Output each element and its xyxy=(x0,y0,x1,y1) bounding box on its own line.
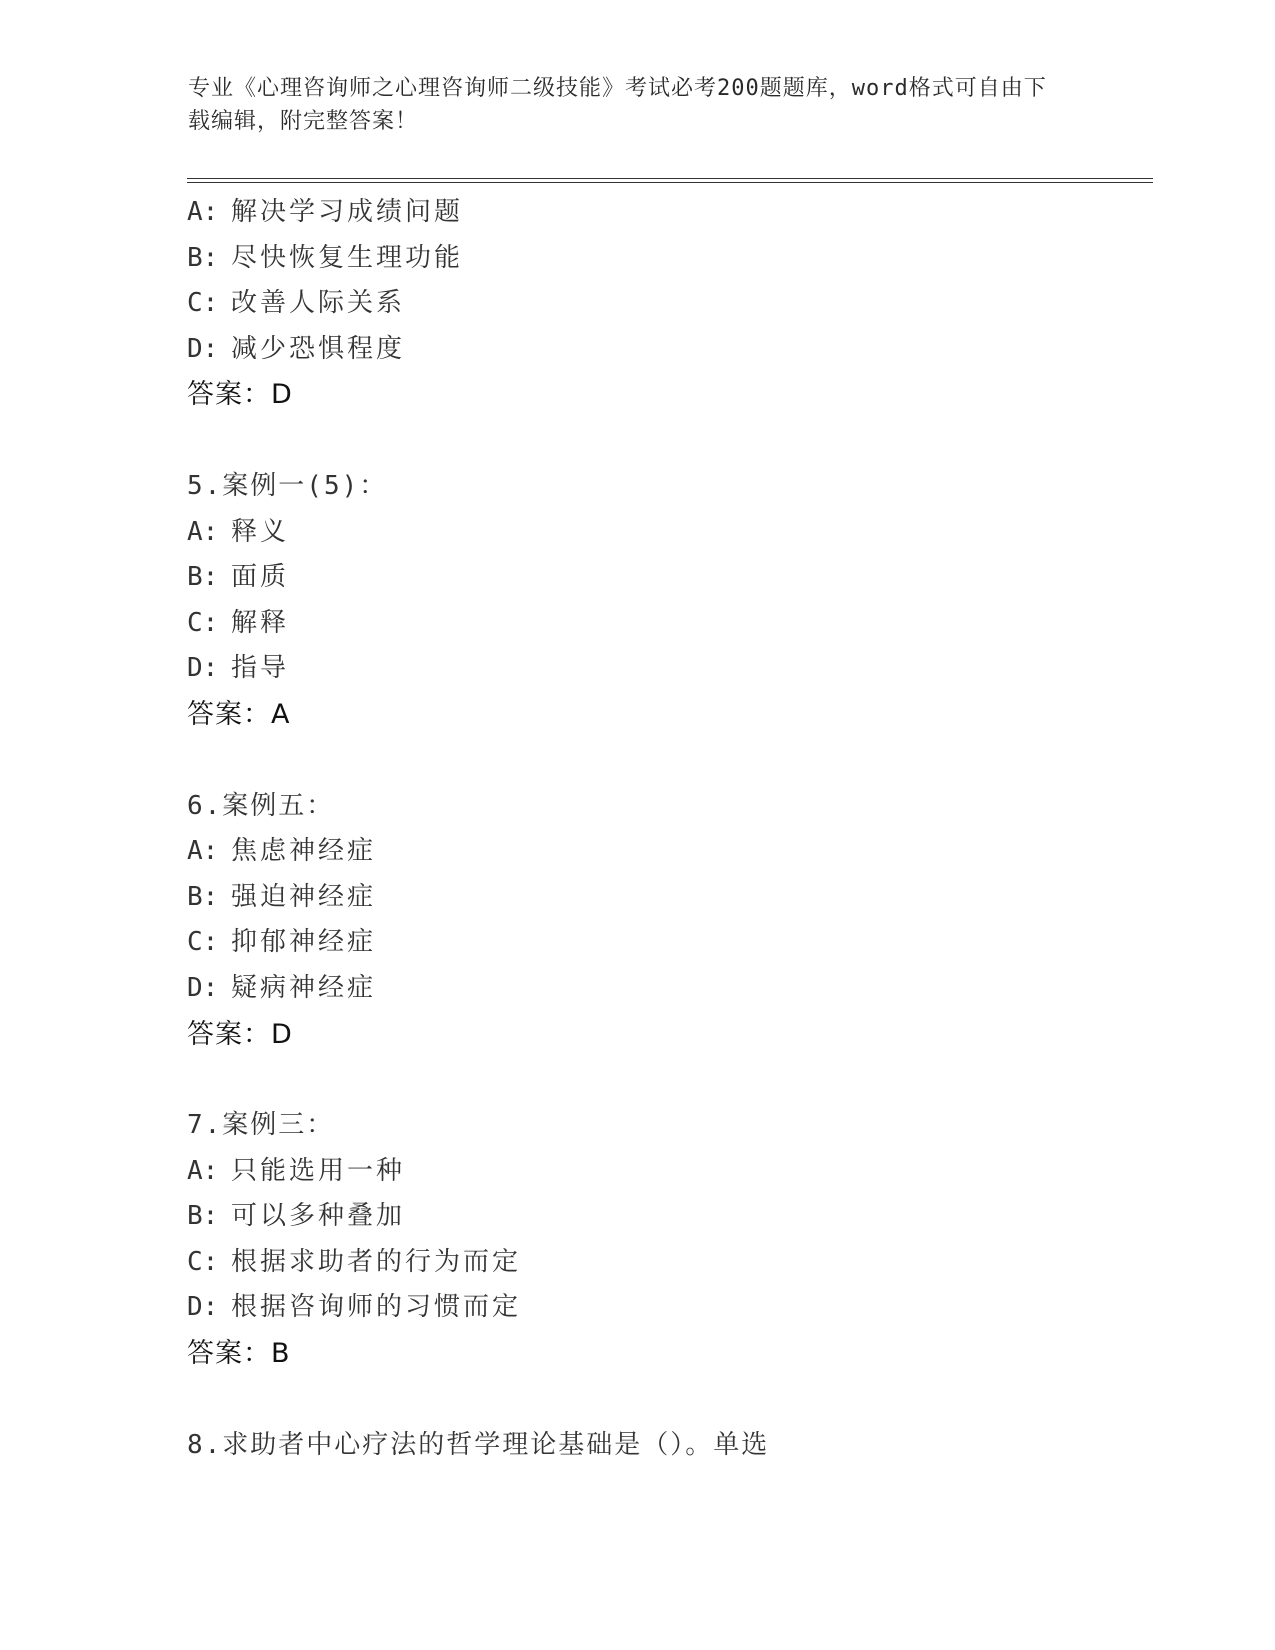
answer-line xyxy=(187,372,1147,418)
question-block-5 xyxy=(187,464,1147,738)
option-text: 只能选用一种 xyxy=(231,1155,406,1186)
option-d xyxy=(187,1285,1147,1331)
option-text: 减少恐惧程度 xyxy=(231,333,406,364)
question-block-6 xyxy=(187,784,1147,1058)
question-block-4 xyxy=(187,190,1147,418)
option-b xyxy=(187,236,1147,282)
option-text: 改善人际关系 xyxy=(231,288,406,319)
question-title: 5.案例一(5)： xyxy=(187,470,388,501)
answer-value: B xyxy=(271,1338,290,1370)
option-b xyxy=(187,555,1147,601)
option-text: 解释 xyxy=(231,607,290,638)
option-key: B: xyxy=(187,242,219,273)
header-divider xyxy=(187,178,1153,183)
question-title: 7.案例三： xyxy=(187,1110,335,1141)
answer-label: 答案： xyxy=(187,1338,271,1370)
option-text: 疑病神经症 xyxy=(231,972,377,1003)
answer-line xyxy=(187,1012,1147,1058)
option-c xyxy=(187,1240,1147,1286)
option-b xyxy=(187,875,1147,921)
option-text: 根据求助者的行为而定 xyxy=(231,1246,522,1277)
option-key: B: xyxy=(187,1201,219,1232)
option-a xyxy=(187,1149,1147,1195)
option-key: D: xyxy=(187,972,219,1003)
answer-value: D xyxy=(271,1018,292,1050)
option-key: C: xyxy=(187,1246,219,1277)
answer-value: D xyxy=(271,379,292,411)
option-key: A: xyxy=(187,516,219,547)
option-text: 面质 xyxy=(231,562,290,593)
option-key: B: xyxy=(187,881,219,912)
option-c xyxy=(187,920,1147,966)
option-key: D: xyxy=(187,653,219,684)
question-title: 8.求助者中心疗法的哲学理论基础是（）。单选 xyxy=(187,1429,770,1460)
option-key: A: xyxy=(187,197,219,227)
answer-label: 答案： xyxy=(187,698,271,730)
option-text: 强迫神经症 xyxy=(231,881,377,912)
question-title: 6.案例五： xyxy=(187,790,335,821)
answer-line xyxy=(187,1331,1147,1377)
option-key: A: xyxy=(187,836,219,867)
answer-label: 答案： xyxy=(187,379,271,411)
option-b xyxy=(187,1194,1147,1240)
option-c xyxy=(187,281,1147,327)
option-text: 尽快恢复生理功能 xyxy=(231,242,464,273)
option-text: 解决学习成绩问题 xyxy=(231,197,464,227)
option-key: C: xyxy=(187,288,219,319)
answer-line xyxy=(187,692,1147,738)
option-c xyxy=(187,601,1147,647)
option-text: 根据咨询师的习惯而定 xyxy=(231,1292,522,1323)
option-text: 抑郁神经症 xyxy=(231,927,377,958)
option-key: C: xyxy=(187,607,219,638)
option-d xyxy=(187,327,1147,373)
option-key: A: xyxy=(187,1155,219,1186)
option-text: 焦虑神经症 xyxy=(231,836,377,867)
question-block-8 xyxy=(187,1423,1147,1469)
option-key: D: xyxy=(187,1292,219,1323)
option-text: 指导 xyxy=(231,653,290,684)
option-text: 可以多种叠加 xyxy=(231,1201,406,1232)
answer-label: 答案： xyxy=(187,1018,271,1050)
option-a xyxy=(187,829,1147,875)
question-list xyxy=(187,190,1147,1514)
option-d xyxy=(187,966,1147,1012)
option-a xyxy=(187,190,1147,236)
document-header: 专业《心理咨询师之心理咨询师二级技能》考试必考200题题库，word格式可自由下载编辑，附完整答案！ xyxy=(188,76,1047,134)
option-d xyxy=(187,646,1147,692)
option-key: C: xyxy=(187,927,219,958)
question-block-7 xyxy=(187,1103,1147,1377)
option-text: 释义 xyxy=(231,516,290,547)
option-a xyxy=(187,510,1147,556)
option-key: D: xyxy=(187,333,219,364)
answer-value: A xyxy=(271,698,290,730)
option-key: B: xyxy=(187,562,219,593)
